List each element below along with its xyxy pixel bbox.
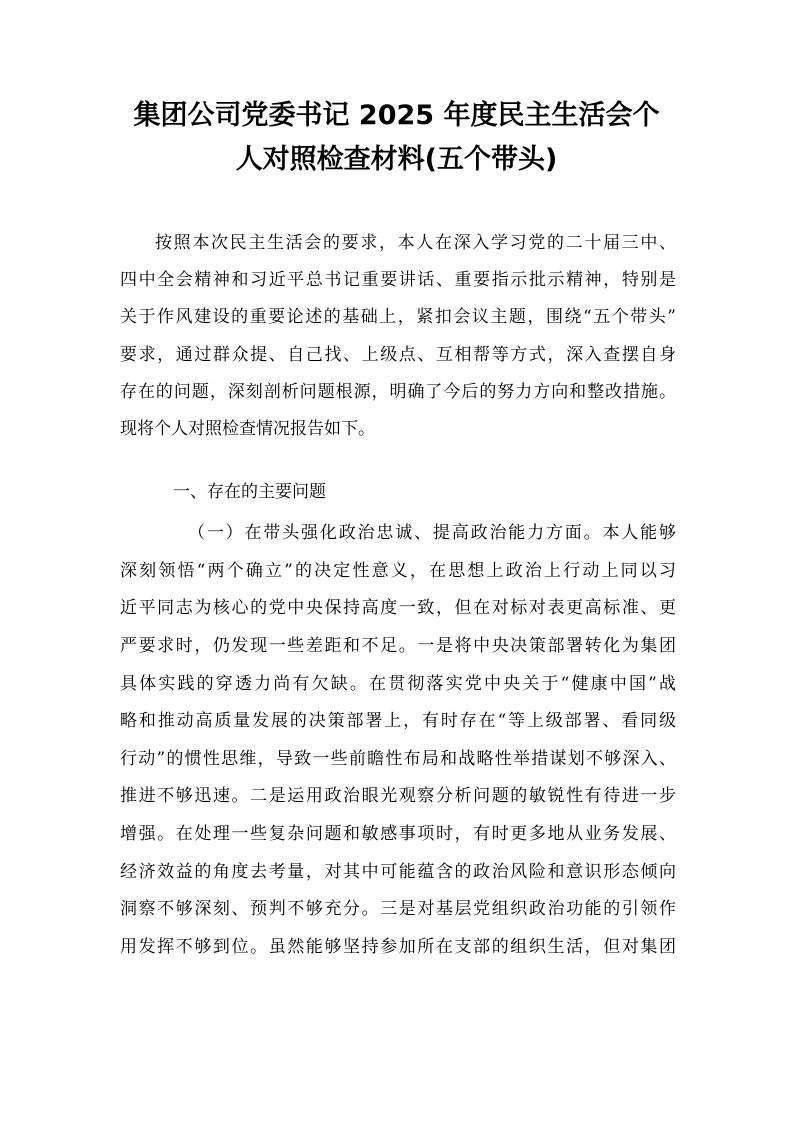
body-line: 严要求时，仍发现一些差距和不足。一是将中央决策部署转化为集团 [120,636,676,656]
section-heading: 一、存在的主要问题 [173,482,326,502]
body-line: 具体实践的穿透力尚有欠缺。在贯彻落实党中央关于“健康中国”战 [120,674,676,694]
body-line: 用发挥不够到位。虽然能够坚持参加所在支部的组织生活，但对集团 [120,937,676,957]
intro-line: 现将个人对照检查情况报告如下。 [120,419,375,439]
body-line: 近平同志为核心的党中央保持高度一致，但在对标对表更高标准、更 [120,598,676,618]
body-line: （一）在带头强化政治忠诚、提高政治能力方面。本人能够 [188,523,676,543]
body-line: 推进不够迅速。二是运用政治眼光观察分析问题的敏锐性有待进一步 [120,786,676,806]
document-title-line-2: 人对照检查材料(五个带头) [235,144,558,175]
document-title-line-1: 集团公司党委书记 2025 年度民主生活会个 [133,100,660,131]
body-line: 增强。在处理一些复杂问题和敏感事项时，有时更多地从业务发展、 [120,824,676,844]
body-line: 略和推动高质量发展的决策部署上，有时存在“等上级部署、看同级 [120,711,676,731]
intro-line: 要求，通过群众提、自己找、上级点、互相帮等方式，深入查摆自身 [120,345,676,365]
intro-line: 四中全会精神和习近平总书记重要讲话、重要指示批示精神，特别是 [120,270,676,290]
body-line: 行动”的惯性思维，导致一些前瞻性布局和战略性举措谋划不够深入、 [120,749,676,769]
body-line: 深刻领悟“两个确立”的决定性意义，在思想上政治上行动上同以习 [120,561,676,581]
intro-line: 关于作风建设的重要论述的基础上，紧扣会议主题，围绕“五个带头” [120,307,676,327]
intro-line: 存在的问题，深刻剖析问题根源，明确了今后的努力方向和整改措施。 [120,382,676,402]
intro-line: 按照本次民主生活会的要求，本人在深入学习党的二十届三中、 [155,233,676,253]
body-line: 洞察不够深刻、预判不够充分。三是对基层党组织政治功能的引领作 [120,899,676,919]
body-line: 经济效益的角度去考量，对其中可能蕴含的政治风险和意识形态倾向 [120,862,676,882]
